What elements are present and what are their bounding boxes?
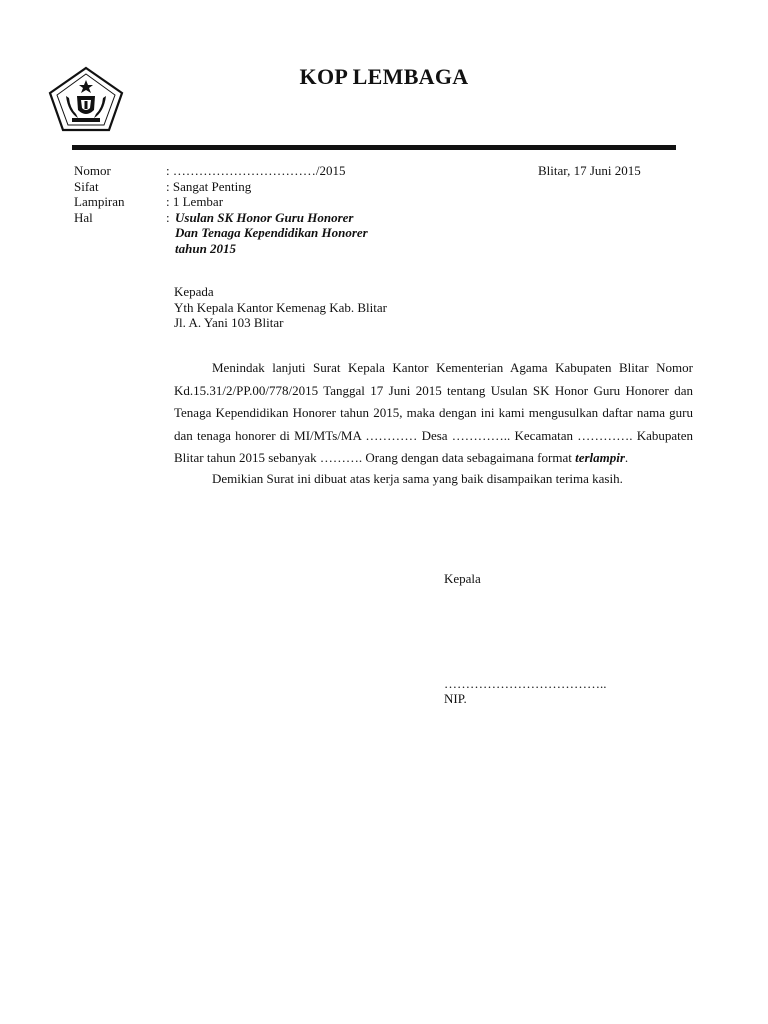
hal-subject-line1: Usulan SK Honor Guru Honorer	[175, 209, 354, 225]
signature-name-line: ………………………………..	[444, 676, 607, 691]
body-paragraph-1-text: Menindak lanjuti Surat Kepala Kantor Kementerian Agama Kabupaten Blitar Nomor Kd.15.31/2/PP.00/778/2015 Tanggal 17 Juni 2015 tentang Usulan SK Honor Guru Honorer dan Tenaga Kependidikan Honorer tahun 2015, maka dengan ini kami mengusulkan daftar nama guru dan tenaga honorer di MI/MTs/MA ………… Desa ………….. Kecamatan …………. Kabupaten Blitar tahun 2015 sebanyak ………. Orang dengan data sebagaimana format	[174, 360, 693, 465]
sifat-label: Sifat	[74, 178, 99, 194]
signature-title: Kepala	[444, 571, 481, 586]
hal-row-3	[74, 241, 368, 257]
body-paragraph-1-end: .	[624, 450, 629, 465]
hal-row-2	[74, 225, 368, 241]
nomor-value: : ……………………………/2015	[166, 163, 346, 178]
letterhead-title: KOP LEMBAGA	[299, 64, 469, 89]
recipient-block	[174, 284, 387, 331]
letter-body	[174, 357, 693, 486]
letter-date: Blitar, 17 Juni 2015	[538, 163, 641, 178]
recipient-line2: Yth Kepala Kantor Kemenag Kab. Blitar	[174, 299, 387, 315]
hal-label: Hal	[74, 209, 93, 225]
signature-nip: NIP.	[444, 691, 467, 706]
recipient-line3: Jl. A. Yani 103 Blitar	[174, 315, 284, 330]
lampiran-row	[74, 194, 368, 210]
sifat-row	[74, 179, 368, 195]
letter-meta	[74, 163, 368, 256]
hal-colon: :	[166, 209, 170, 225]
body-paragraph-2: Demikian Surat ini dibuat atas kerja sama yang baik disampaikan terima kasih.	[212, 470, 623, 486]
hal-subject-line3: tahun 2015	[175, 240, 237, 256]
lampiran-value: : 1 Lembar	[166, 194, 224, 209]
header-divider	[72, 145, 676, 150]
hal-row	[74, 210, 368, 226]
body-paragraph-1	[174, 357, 693, 470]
sifat-value: : Sangat Penting	[166, 178, 252, 194]
hal-subject-line2: Dan Tenaga Kependidikan Honorer	[175, 225, 368, 240]
terlampir-emphasis: terlampir	[575, 450, 625, 465]
nomor-row	[74, 163, 368, 179]
lampiran-label: Lampiran	[74, 194, 125, 209]
nomor-label: Nomor	[74, 163, 111, 178]
recipient-line1: Kepada	[174, 284, 214, 299]
